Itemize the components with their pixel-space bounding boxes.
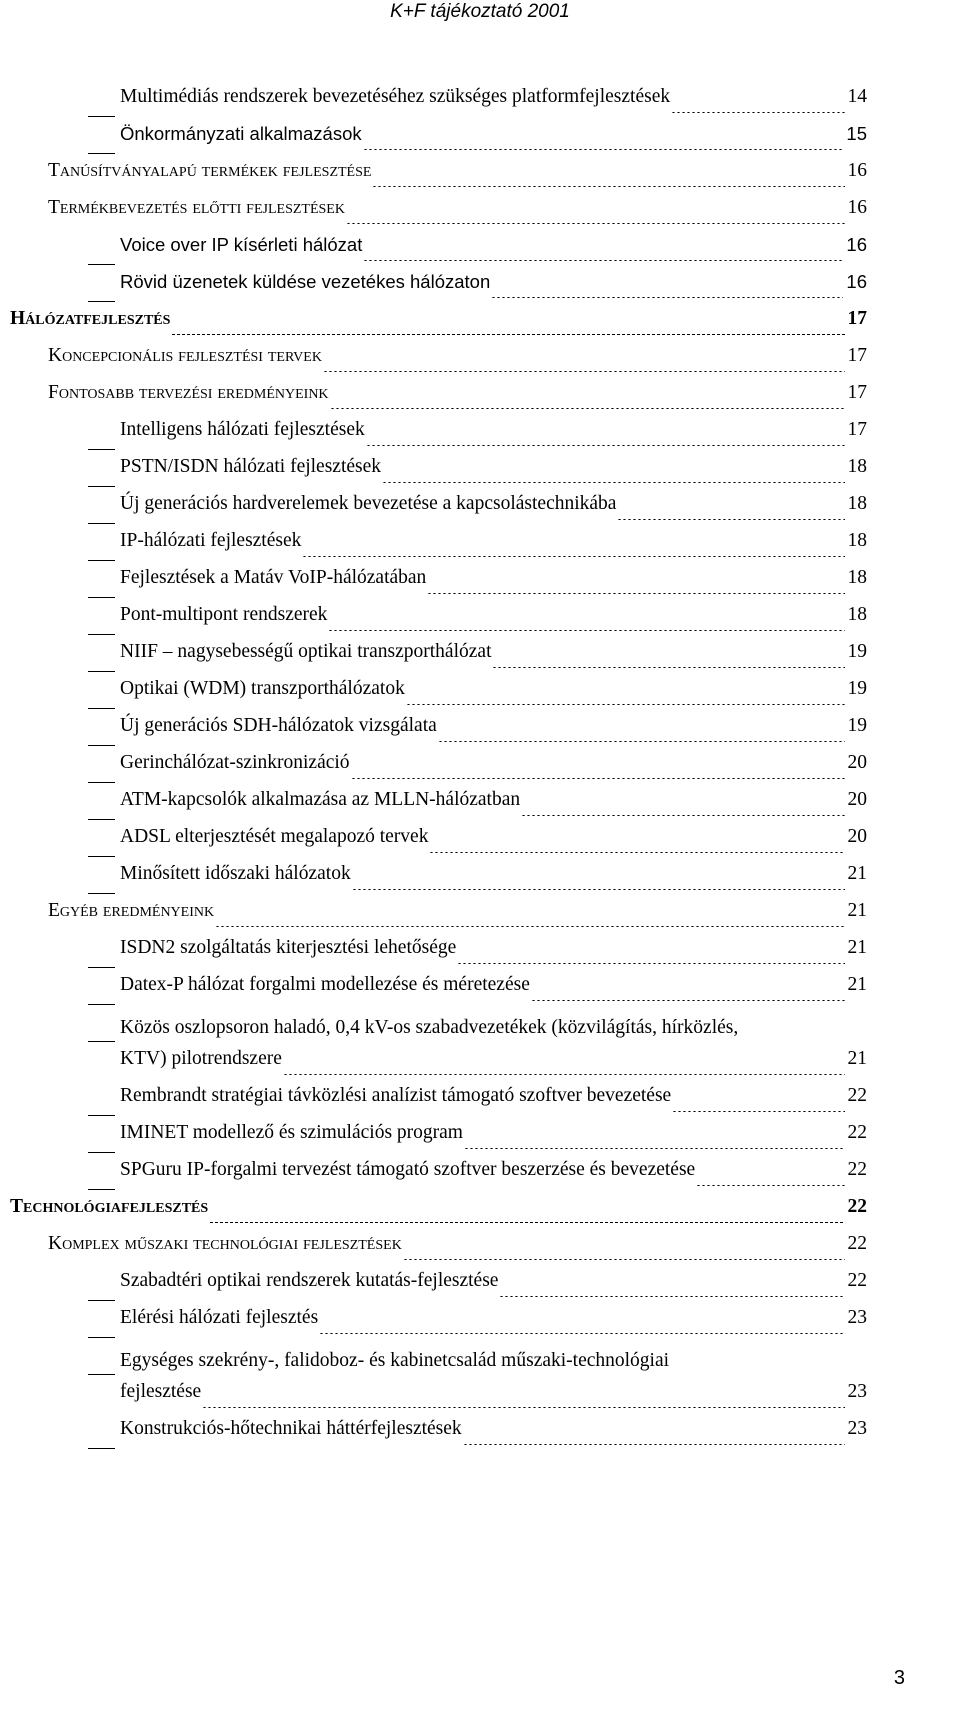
- dash-bullet-icon: [88, 1374, 115, 1375]
- toc-entry-title: Egyéb eredményeink: [48, 900, 215, 921]
- toc-entry-title: Multimédiás rendszerek bevezetéséhez szükséges platformfejlesztések: [120, 86, 671, 107]
- toc-entry[interactable]: [120, 937, 867, 971]
- toc-entry-title: Minősített időszaki hálózatok: [120, 863, 351, 884]
- dot-leader: [671, 112, 844, 113]
- dash-bullet-icon: [88, 634, 115, 635]
- dot-leader: [457, 963, 844, 964]
- dash-bullet-icon: [88, 967, 115, 968]
- toc-entry[interactable]: [120, 271, 867, 305]
- dot-leader: [403, 1259, 845, 1260]
- running-header: K+F tájékoztató 2001: [390, 1, 570, 22]
- toc-entry-page: 22: [847, 1196, 867, 1217]
- toc-entry-title: IP-hálózati fejlesztések: [120, 530, 302, 551]
- toc-entry[interactable]: [120, 1159, 867, 1193]
- toc-entry-page: 21: [847, 937, 867, 958]
- toc-entry-page: 22: [847, 1159, 867, 1180]
- toc-entry[interactable]: [120, 1048, 867, 1082]
- dash-bullet-icon: [88, 782, 115, 783]
- toc-entry[interactable]: [120, 1381, 867, 1415]
- dot-leader: [427, 593, 844, 594]
- toc-entry-page: 17: [847, 419, 867, 440]
- toc-entry-title: PSTN/ISDN hálózati fejlesztések: [120, 456, 382, 477]
- dot-leader: [352, 889, 845, 890]
- dot-leader: [328, 630, 844, 631]
- toc-entry-page: 20: [847, 789, 867, 810]
- dot-leader: [209, 1222, 844, 1223]
- toc-entry-page: 20: [847, 826, 867, 847]
- dot-leader: [351, 778, 845, 779]
- dot-leader: [302, 556, 844, 557]
- dot-leader: [319, 1333, 844, 1334]
- toc-entry[interactable]: [120, 863, 867, 897]
- toc-entry-page: 18: [847, 530, 867, 551]
- toc-entry-title: fejlesztése: [120, 1381, 202, 1402]
- toc-entry-title: NIIF – nagysebességű optikai transzporthálózat: [120, 641, 492, 662]
- dash-bullet-icon: [88, 1115, 115, 1116]
- toc-entry-page: 20: [847, 752, 867, 773]
- toc-entry[interactable]: [120, 752, 867, 786]
- toc-entry-page: 23: [847, 1307, 867, 1328]
- dot-leader: [438, 741, 845, 742]
- toc-entry-title: Konstrukciós-hőtechnikai háttérfejlesztések: [120, 1418, 462, 1439]
- dot-leader: [171, 334, 844, 335]
- toc-entry-title: KTV) pilotrendszere: [120, 1048, 282, 1069]
- dot-leader: [429, 852, 844, 853]
- dot-leader: [463, 1444, 845, 1445]
- dot-leader: [492, 667, 844, 668]
- dot-leader: [215, 926, 844, 927]
- toc-entry-page: 21: [847, 900, 867, 921]
- toc-entry-page: 16: [846, 234, 867, 255]
- toc-entry-page: 19: [847, 641, 867, 662]
- toc-entry-title: Koncepcionális fejlesztési tervek: [48, 345, 322, 366]
- dot-leader: [696, 1185, 844, 1186]
- toc-entry-page: 21: [847, 1048, 867, 1069]
- toc-entry[interactable]: [120, 86, 867, 120]
- toc-entry-title: Komplex műszaki technológiai fejlesztések: [48, 1233, 402, 1254]
- toc-entry-title: Hálózatfejlesztés: [10, 308, 171, 329]
- dash-bullet-icon: [88, 819, 115, 820]
- toc-entry[interactable]: [120, 567, 867, 601]
- toc-entry-page: 16: [847, 160, 867, 181]
- dash-bullet-icon: [88, 301, 115, 302]
- dash-bullet-icon: [88, 1041, 115, 1042]
- dash-bullet-icon: [88, 523, 115, 524]
- toc-entry[interactable]: [48, 197, 867, 231]
- dot-leader: [464, 1148, 845, 1149]
- dash-bullet-icon: [88, 486, 115, 487]
- toc-entry-title: Önkormányzati alkalmazások: [120, 123, 362, 144]
- toc-entry-title-line[interactable]: Közös oszlopsoron haladó, 0,4 kV-os szabadvezetékek (közvilágítás, hírközlés,: [120, 1017, 739, 1038]
- toc-entry-page: 23: [847, 1418, 867, 1439]
- dot-leader: [499, 1296, 844, 1297]
- toc-entry[interactable]: [120, 678, 867, 712]
- toc-entry[interactable]: [120, 1122, 867, 1156]
- toc-entry-page: 18: [847, 493, 867, 514]
- toc-entry[interactable]: [120, 456, 867, 490]
- toc-entry[interactable]: [48, 1233, 867, 1267]
- dash-bullet-icon: [88, 856, 115, 857]
- toc-entry-page: 19: [847, 715, 867, 736]
- page-number: 3: [893, 1667, 905, 1689]
- toc-entry[interactable]: [120, 419, 867, 453]
- toc-entry[interactable]: [48, 382, 867, 416]
- dot-leader: [372, 186, 844, 187]
- toc-entry[interactable]: [120, 789, 867, 823]
- dot-leader: [521, 815, 844, 816]
- dash-bullet-icon: [88, 449, 115, 450]
- toc-entry[interactable]: [120, 1085, 867, 1119]
- toc-entry[interactable]: [48, 345, 867, 379]
- toc-entry[interactable]: [120, 1307, 867, 1341]
- toc-entry[interactable]: [120, 234, 867, 268]
- toc-entry-title: ISDN2 szolgáltatás kiterjesztési lehetősége: [120, 937, 457, 958]
- toc-entry-page: 22: [847, 1270, 867, 1291]
- toc-entry-title: Fontosabb tervezési eredményeink: [48, 382, 329, 403]
- toc-entry[interactable]: [48, 900, 867, 934]
- dot-leader: [491, 297, 843, 298]
- dot-leader: [283, 1074, 845, 1075]
- toc-entry-title: Szabadtéri optikai rendszerek kutatás-fejlesztése: [120, 1270, 499, 1291]
- toc-entry-title: Optikai (WDM) transzporthálózatok: [120, 678, 405, 699]
- toc-entry-page: 16: [847, 197, 867, 218]
- toc-entry[interactable]: [120, 826, 867, 860]
- toc-entry-title: Datex-P hálózat forgalmi modellezése és méretezése: [120, 974, 530, 995]
- toc-entry-title: SPGuru IP-forgalmi tervezést támogató szoftver beszerzése és bevezetése: [120, 1159, 696, 1180]
- toc-entry[interactable]: [120, 123, 867, 157]
- dash-bullet-icon: [88, 116, 115, 117]
- toc-entry-page: 18: [847, 456, 867, 477]
- toc-entry-page: 22: [847, 1085, 867, 1106]
- dot-leader: [406, 704, 845, 705]
- toc-entry-page: 18: [847, 567, 867, 588]
- toc-entry-page: 15: [846, 123, 867, 144]
- toc-entry-page: 21: [847, 863, 867, 884]
- toc-entry-page: 19: [847, 678, 867, 699]
- dot-leader: [346, 223, 845, 224]
- toc-entry[interactable]: [120, 1270, 867, 1304]
- dash-bullet-icon: [88, 671, 115, 672]
- dot-leader: [202, 1407, 844, 1408]
- dot-leader: [323, 371, 845, 372]
- toc-entry[interactable]: [120, 604, 867, 638]
- toc-entry-page: 14: [847, 86, 867, 107]
- toc-entry-title: Pont-multipont rendszerek: [120, 604, 328, 625]
- toc-entry-page: 22: [847, 1122, 867, 1143]
- toc-entry-title: Voice over IP kísérleti hálózat: [120, 234, 363, 255]
- dash-bullet-icon: [88, 1337, 115, 1338]
- toc-entry-title: ATM-kapcsolók alkalmazása az MLLN-hálózatban: [120, 789, 521, 810]
- toc-entry[interactable]: [120, 493, 867, 527]
- toc-entry-title: Rövid üzenetek küldése vezetékes hálózaton: [120, 271, 491, 292]
- toc-entry-page: 17: [847, 308, 867, 329]
- toc-entry[interactable]: [120, 974, 867, 1008]
- dot-leader: [363, 260, 843, 261]
- dash-bullet-icon: [88, 1189, 115, 1190]
- toc-entry[interactable]: [120, 641, 867, 675]
- toc-entry-page: 22: [847, 1233, 867, 1254]
- dash-bullet-icon: [88, 1300, 115, 1301]
- toc-entry-page: 21: [847, 974, 867, 995]
- dash-bullet-icon: [88, 153, 115, 154]
- toc-entry-page: 17: [847, 382, 867, 403]
- toc-entry-title: Gerinchálózat-szinkronizáció: [120, 752, 350, 773]
- toc-entry-title: ADSL elterjesztését megalapozó tervek: [120, 826, 429, 847]
- dash-bullet-icon: [88, 1004, 115, 1005]
- dot-leader: [617, 519, 844, 520]
- dot-leader: [330, 408, 845, 409]
- dash-bullet-icon: [88, 597, 115, 598]
- dash-bullet-icon: [88, 893, 115, 894]
- toc-entry-title: Új generációs hardverelemek bevezetése a kapcsolástechnikába: [120, 493, 617, 514]
- toc-entry-title: Termékbevezetés előtti fejlesztések: [48, 197, 345, 218]
- dash-bullet-icon: [88, 1448, 115, 1449]
- toc-entry-title: Technológiafejlesztés: [10, 1196, 209, 1217]
- toc-entry-title: Tanúsítványalapú termékek fejlesztése: [48, 160, 372, 181]
- dash-bullet-icon: [88, 1152, 115, 1153]
- toc-entry-title: Rembrandt stratégiai távközlési analízist támogató szoftver bevezetése: [120, 1085, 672, 1106]
- toc-entry-section[interactable]: [10, 308, 867, 342]
- toc-entry[interactable]: [120, 1418, 867, 1452]
- toc-entry-title: Új generációs SDH-hálózatok vizsgálata: [120, 715, 437, 736]
- toc-entry-title: IMINET modellező és szimulációs program: [120, 1122, 463, 1143]
- dot-leader: [531, 1000, 845, 1001]
- toc-entry-title: Elérési hálózati fejlesztés: [120, 1307, 319, 1328]
- toc-entry-page: 23: [847, 1381, 867, 1402]
- toc-entry-section[interactable]: [10, 1196, 867, 1230]
- toc-entry-title: Intelligens hálózati fejlesztések: [120, 419, 365, 440]
- toc-entry[interactable]: [120, 715, 867, 749]
- dash-bullet-icon: [88, 560, 115, 561]
- dot-leader: [382, 482, 844, 483]
- toc-entry-page: 16: [846, 271, 867, 292]
- dot-leader: [366, 445, 845, 446]
- toc-entry-page: 17: [847, 345, 867, 366]
- dash-bullet-icon: [88, 708, 115, 709]
- dot-leader: [672, 1111, 844, 1112]
- toc-entry[interactable]: [120, 530, 867, 564]
- toc-entry-title: Fejlesztések a Matáv VoIP-hálózatában: [120, 567, 427, 588]
- dash-bullet-icon: [88, 264, 115, 265]
- dot-leader: [363, 149, 844, 150]
- dash-bullet-icon: [88, 745, 115, 746]
- toc-entry-title-line[interactable]: Egységes szekrény-, falidoboz- és kabinetcsalád műszaki-technológiai: [120, 1350, 670, 1371]
- toc-entry[interactable]: [48, 160, 867, 194]
- toc-entry-page: 18: [847, 604, 867, 625]
